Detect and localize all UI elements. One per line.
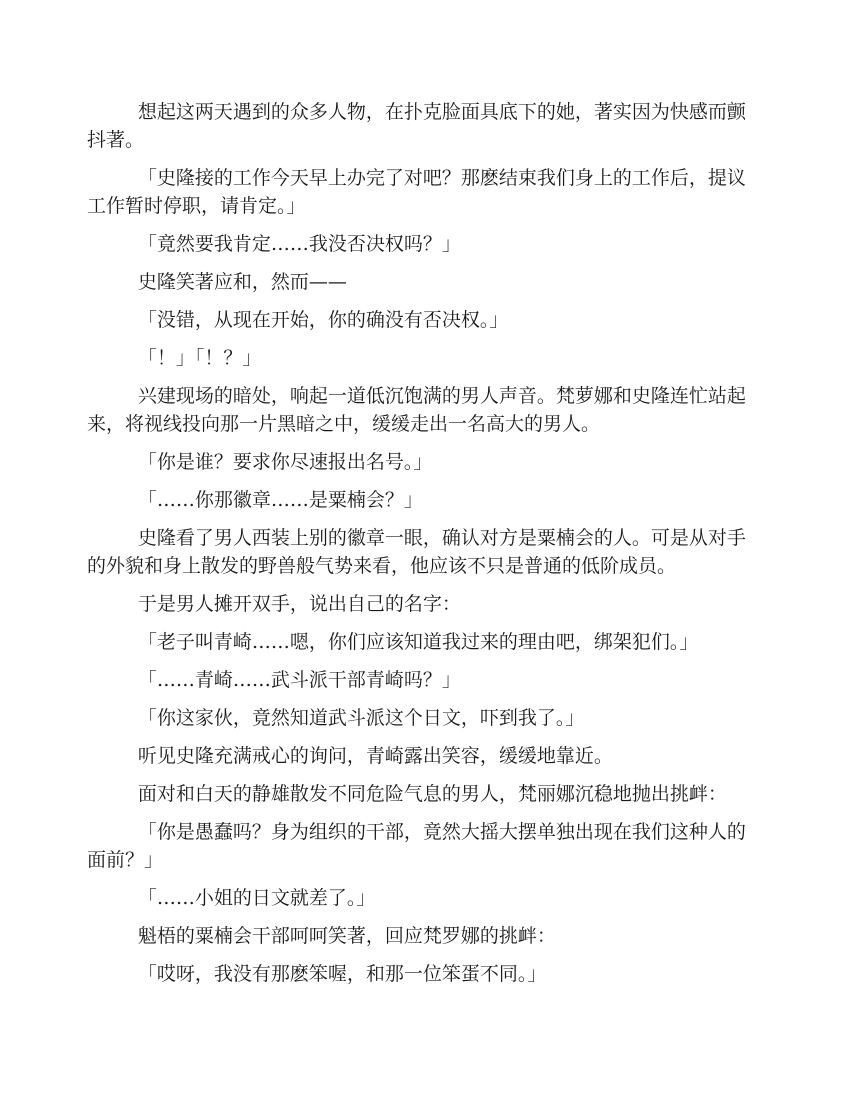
paragraph-20: 「哎呀，我没有那麽笨喔，和那一位笨蛋不同。」 bbox=[137, 963, 547, 985]
paragraph-5: 「没错，从现在开始，你的确没有否决权。」 bbox=[137, 309, 509, 331]
paragraph-18: 「……小姐的日文就差了。」 bbox=[137, 887, 376, 909]
paragraph-10: 史隆看了男人西装上别的徽章一眼，确认对方是粟楠会的人。可是从对手的外貌和身上散发的野兽般气势来看，他应该不只是普通的低阶成员。 bbox=[87, 527, 746, 577]
document-page bbox=[87, 98, 763, 998]
paragraph-13: 「……青崎……武斗派干部青崎吗？」 bbox=[137, 669, 461, 691]
paragraph-6: 「！」「！？」 bbox=[137, 347, 262, 369]
paragraph-14: 「你这家伙，竟然知道武斗派这个日文，吓到我了。」 bbox=[137, 707, 585, 729]
paragraph-2: 「史隆接的工作今天早上办完了对吧？那麽结束我们身上的工作后，提议工作暂时停职，请肯定。」 bbox=[87, 167, 746, 217]
paragraph-3: 「竟然要我肯定……我没否决权吗？」 bbox=[137, 233, 461, 255]
paragraph-4: 史隆笑著应和，然而—— bbox=[137, 271, 347, 293]
paragraph-1: 想起这两天遇到的众多人物，在扑克脸面具底下的她，著实因为快感而颤抖著。 bbox=[87, 101, 746, 151]
paragraph-9: 「……你那徽章……是粟楠会？」 bbox=[137, 489, 423, 511]
paragraph-17: 「你是愚蠢吗？身为组织的干部，竟然大摇大摆单独出现在我们这种人的面前？」 bbox=[87, 821, 746, 871]
paragraph-12: 「老子叫青崎……嗯，你们应该知道我过来的理由吧，绑架犯们。」 bbox=[137, 631, 699, 653]
paragraph-8: 「你是谁？要求你尽速报出名号。」 bbox=[137, 451, 433, 473]
paragraph-16: 面对和白天的静雄散发不同危险气息的男人，梵丽娜沉稳地抛出挑衅： bbox=[137, 783, 727, 805]
paragraph-7: 兴建现场的暗处，响起一道低沉饱满的男人声音。梵萝娜和史隆连忙站起来，将视线投向那一片黑暗之中，缓缓走出一名高大的男人。 bbox=[87, 385, 746, 435]
paragraph-11: 于是男人摊开双手，说出自己的名字： bbox=[137, 593, 461, 615]
paragraph-15: 听见史隆充满戒心的询问，青崎露出笑容，缓缓地靠近。 bbox=[137, 745, 613, 767]
paragraph-19: 魁梧的粟楠会干部呵呵笑著，回应梵罗娜的挑衅： bbox=[137, 925, 556, 947]
